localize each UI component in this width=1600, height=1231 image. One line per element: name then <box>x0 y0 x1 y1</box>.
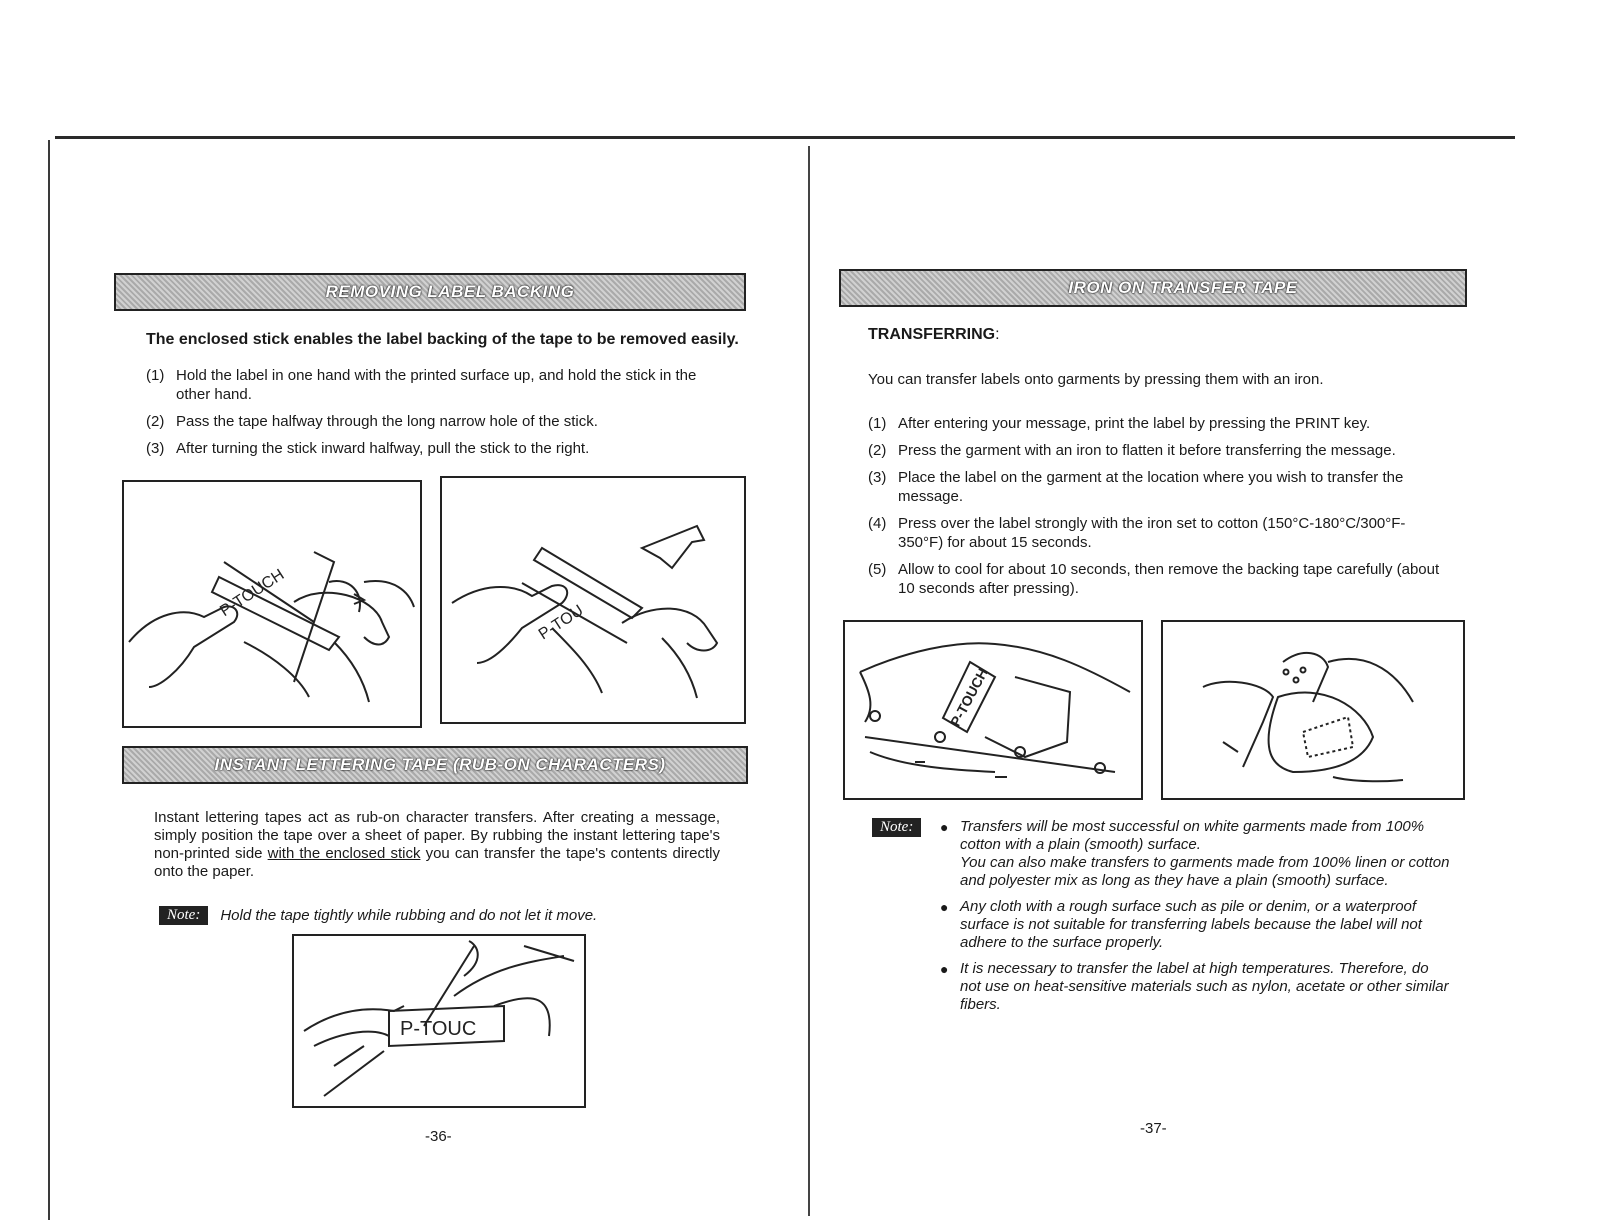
step-number: (1) <box>146 367 165 384</box>
tape-label-text: P-TOUC <box>400 1018 477 1040</box>
list-item <box>940 818 1450 890</box>
tape-label-text: P-TOUCH <box>217 566 288 621</box>
garment-label-text: P-TOUCH <box>946 665 991 730</box>
subheading-text: TRANSFERRING <box>868 326 996 343</box>
list-item <box>868 468 1440 506</box>
step-text: Press the garment with an iron to flatten it before transferring the message. <box>898 442 1396 459</box>
paragraph-underlined: with the enclosed stick <box>267 845 421 862</box>
notes-list <box>940 818 1450 1014</box>
notes-block <box>872 818 1450 1022</box>
list-item <box>868 441 1440 460</box>
bullet-icon: ● <box>940 819 949 835</box>
step-text: Pass the tape halfway through the long narrow hole of the stick. <box>176 413 598 430</box>
right-page <box>810 0 1600 1231</box>
note-extra: You can also make transfers to garments made from 100% linen or cotton and polyester mix as long as they have a plain (smooth) surface. <box>960 854 1450 889</box>
list-item <box>868 414 1440 433</box>
step-number: (2) <box>146 413 165 430</box>
illustration-stick-pull <box>440 476 746 724</box>
section-header-iron-on-transfer <box>839 269 1467 307</box>
list-item <box>940 960 1450 1014</box>
list-item <box>940 898 1450 952</box>
note-line <box>159 906 597 925</box>
page-number-left: -36- <box>425 1128 452 1145</box>
note-badge: Note: <box>159 906 208 925</box>
step-number: (4) <box>868 515 887 532</box>
step-number: (3) <box>868 469 887 486</box>
note-text: It is necessary to transfer the label at high temperatures. Therefore, do not use on heat-sensitive materials such as nylon, acetate or other similar fibers. <box>960 960 1449 1013</box>
list-item <box>868 560 1440 598</box>
list-item <box>146 366 726 404</box>
section-title: INSTANT LETTERING TAPE (RUB-ON CHARACTERS) <box>214 755 666 774</box>
illustration-ironing <box>1161 620 1465 800</box>
step-text: Allow to cool for about 10 seconds, then remove the backing tape carefully (about 10 seconds after pressing). <box>898 561 1440 597</box>
tape-label-text: P-TOU <box>535 602 587 644</box>
step-text: Hold the label in one hand with the printed surface up, and hold the stick in the other hand. <box>176 367 697 403</box>
steps-list <box>146 366 726 466</box>
step-number: (5) <box>868 561 887 578</box>
bullet-icon: ● <box>940 899 949 915</box>
section-header-instant-lettering <box>122 746 748 784</box>
step-number: (1) <box>868 415 887 432</box>
list-item <box>146 439 726 458</box>
section-title: IRON ON TRANSFER TAPE <box>1068 278 1298 297</box>
illustration-rubbing <box>292 934 586 1108</box>
step-number: (2) <box>868 442 887 459</box>
page-number-right: -37- <box>1140 1120 1167 1137</box>
section-title: REMOVING LABEL BACKING <box>325 282 575 301</box>
illustration-stick-insert <box>122 480 422 728</box>
note-text: Transfers will be most successful on white garments made from 100% cotton with a plain (smooth) surface. <box>960 818 1425 853</box>
step-text: Place the label on the garment at the location where you wish to transfer the message. <box>898 469 1404 505</box>
section-intro: The enclosed stick enables the label backing of the tape to be removed easily. <box>146 331 739 348</box>
note-badge: Note: <box>872 818 921 837</box>
step-text: Press over the label strongly with the iron set to cotton (150°C-180°C/300°F-350°F) for about 15 seconds. <box>898 515 1406 551</box>
instant-lettering-paragraph <box>154 809 720 881</box>
section-header-removing-label-backing <box>114 273 746 311</box>
paragraph-text: you can transfer the tape's contents directly onto the paper. <box>154 845 720 880</box>
list-item <box>868 514 1440 552</box>
paragraph-text: Instant lettering tapes act as rub-on character transfers. After creating a message, simply position the tape over a sheet of paper. By rubbing the instant lettering tape's non-printed side <box>154 809 720 862</box>
bullet-icon: ● <box>940 961 949 977</box>
transfer-intro: You can transfer labels onto garments by pressing them with an iron. <box>868 371 1324 388</box>
note-text: Hold the tape tightly while rubbing and do not let it move. <box>220 907 598 924</box>
illustration-label-on-garment <box>843 620 1143 800</box>
step-number: (3) <box>146 440 165 457</box>
note-text: Any cloth with a rough surface such as pile or denim, or a waterproof surface is not suitable for transferring labels because the label will not adhere to the surface properly. <box>960 898 1422 951</box>
list-item <box>146 412 726 431</box>
subheading-suffix: : <box>995 326 1000 343</box>
subheading <box>868 326 1000 344</box>
steps-list <box>868 414 1440 606</box>
step-text: After turning the stick inward halfway, pull the stick to the right. <box>176 440 590 457</box>
step-text: After entering your message, print the label by pressing the PRINT key. <box>898 415 1371 432</box>
